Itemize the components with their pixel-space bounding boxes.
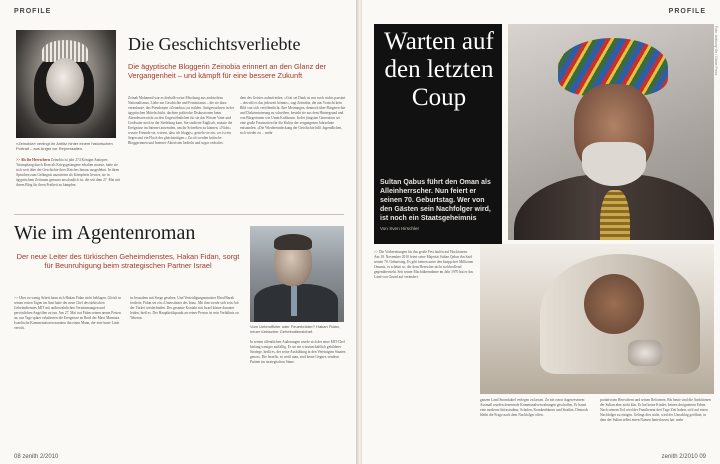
article-column-1: Zeinab Mohamed war es deshalb weise Mischung aus arabischem Nationalismus, Liebe zur Geschichte und Feminismus – die sie dazu veranlasste, das Pseudonym »Zeinobia« zu wählen. Antigewachsen in der ägyptischen Mittelschicht, dachten politische Diskussionen beim Abendessen nicht zu den Ungewöhnlichen für sie das Wissen Vater und Großvater noch in der Siedelung kam. Sie studierte Englisch, musste die Ereignisse im Internet anwenden, um ihr Schreiben zu können. »Nicht« wusste Freunde sie, wissen, dass ich blogge«, gesteht sie ein, »es ist ein Segen und ein Fluch des gleichzeitigen.« Zu oft werden kritische Bloggerinnen und Internet-Aktivisten bedroht und sogar verhaftet. [128,96,234,145]
article-lead: Die ägyptische Bloggerin Zeinobia erinnert an den Glanz der Vergangenheit – und kämpft für eine bessere Zukunft [128,62,327,80]
page-kicker: PROFILE [14,8,52,15]
second-article-column-1: >> Über zu wenig Arbeit kann sich Hakan Fidan nicht beklagen. Gleich in seinen ersten Tagen im Amt hatte der neue Chef des türkischen Geheimdienstes MIT mit aufbewahrlichen Verstimmungen und persönlichen Angriffen zu tun. Am 27. Mai trat Fidan seinen neuen Posten an, nur Tage später eskalierten die Ereignisse an Bord der Mavi Marmara. Israelische Kommentatoren nannten ihn einen Mann, der eine harte Linie vertritt. [14,296,121,330]
article-column-2: ganzen Land Stromkabel verlegen zu lassen. Zu nie zuvor dagewesenem Ausmaß wurden dezentrale Kommunalverwaltungen geschaffen. Er baute eine moderne Infrastruktur, Schulen, Krankenhäuser und Straßen. Dennoch bleibt die Frage nach dem Nachfolger offen. [480,398,589,417]
second-article-column-3: In seinen öffentlichen Äußerungen wurde sich der neue MIT-Chef bislang weniger auffällig. Er sei ein wissenschaftlich gebildeter Stratege, heißt es, der seine Ausbildung in den Vereinigten Staaten genoss. Die Israelis, so weiß man, sind keine Gegner, sondern Partner im strategischen Sinne. [250,340,346,364]
article-column-2: dem des Geistes aufzufrieden. »Gott sei Dank ist mir noch nichts passiert – obwohl es das jederzeit könnte«, sagt Zeinobia, die aus Vorsicht kein Bild von sich veröffentlicht. Ihre Meinungen, dennoch über Bürgerrechte und Diskriminierung zu schreiben, besteht sie aus dem Hintergrund und von Bürgerinnen wie Umm Kulthoum. In der jüngsten Generation sei eine große Faszination für die Kultur der vergangenen Jahrzehnte entstanden: »Die Wiederentdeckung der Geschichte hilft Jugendlichen, sich wieder zu ... mehr [240,96,346,135]
lead-text: Sultan Qabus führt den Oman als Alleinherrscher. Nun feiert er seinen 70. Geburtstag. Wer von den Gästen sein Nachfolger wird, ist noch ein Staatsgeheimnis [380,179,491,222]
right-page-footer: zenith 2/2010 09 [661,454,706,460]
article-column-3: portativsten Herrschern und seinen Reformen. Bis heute sind die Ambitionen der Sultan aber nicht klar. Er hat keine Kinder, keinen designierten Erben. Nach seinem Tod wird der Familienrat drei Tage Zeit haben, sich auf einen Nachfolger zu einigen. Gelingt dies nicht, wird der Umschlag geöffnet, in dem der Sultan selbst einen Namen hinterlassen hat. mehr [600,398,711,422]
second-photo-caption: Vom Unteroffizier oder Feuerbrüder? Hakan Fidan, neuer türkischer Geheimdienstchef. [250,324,340,334]
article-title: Die Geschichtsverliebte [128,34,301,54]
byline: Von Sven Hirschler [380,226,420,231]
second-article-title: Wie im Agentenroman [14,222,196,244]
sidebar-text [16,158,120,208]
article-column-1: >> Die Vorbereitungen für das große Fest laufen auf Hochtouren. Am 18. November 2010 feiert seine Majestät Sultan Qabus ibn Said seinen 70. Geburtstag. Es gibt keinen unter den knapp drei Millionen Omanis, es scheint so, der dem Herrscher nicht wohlwollend gegenübersteht. Seit seiner Machtübernahme im Jahr 1970 hat er das Land von Grund auf verändert. [374,250,474,279]
page-kicker: PROFILE [668,8,706,15]
article-title: Warten auf den letzten Coup [384,28,494,111]
sidebar-body: Zeinobia ist jahr 274 Königin Antiopen Triumphzug durch Rom als Kriegsgefangene erhalten musste, hatte sie sich weit über der Geschichte ihres Reiches hinaus ausgedehnt. In ihren Sprachen zum Gefängnis anzutreten als Kämpferin bewies, sie in ägyptischem Zeitraum genauso anschaulich ist, die seit dem 27. Mai mit ihrem Blog für ihren Freiheit zu kämpfen. [16,158,120,187]
photo-caption: »Zeinobia« verlingt ihr Antlitz hinter einem historischen Portrait – aus Angst vor Repressalien. [16,141,113,151]
second-article-column-2: in Jerusalem mit Sorge gesehen. Und Verteidigungsminister Ehud Barak forderte, Fidan sei ein »Unterstützer des Iran«. Mit ihm werde sich sein Job der Türkei wiederfinden. Der gesamte Kontakt mit Israel könne darunter leiden, hieß es. Der Hauptkritikpunkt an seiner Person ist sein Verhältnis zu Teheran. [130,296,239,320]
article-lead [374,174,502,244]
left-page [0,0,358,464]
photo-credit: Foto: Anthony Gh / Globe Press [714,26,718,76]
left-page-footer: 08 zenith 2/2010 [14,454,59,460]
sidebar-label: >> Als ihr Herrschern [16,158,50,162]
sultan-detail-photo [480,244,714,394]
zeinobia-portrait-photo [16,30,116,138]
hakan-fidan-photo [250,226,344,322]
right-page [362,0,720,464]
second-article-lead: Der neue Leiter des türkischen Geheimdienstes, Hakan Fidan, sorgt für Beunruhigung beim strategischen Partner Israel [16,252,240,270]
sultan-qabus-photo [508,24,714,240]
section-divider [14,214,344,215]
